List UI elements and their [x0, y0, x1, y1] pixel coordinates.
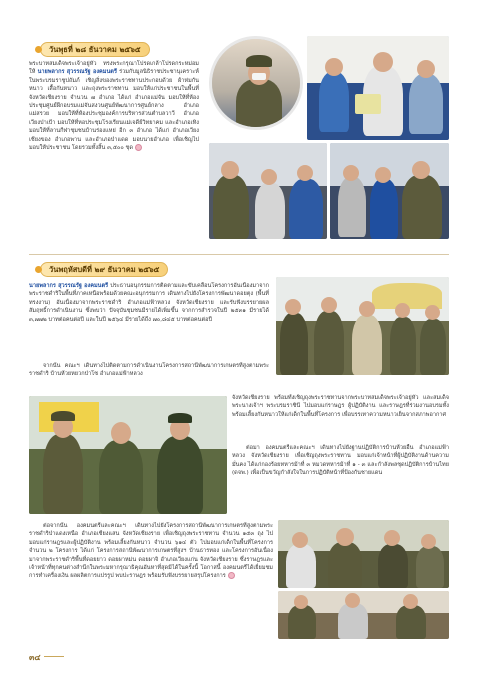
section-1-date: วันพุธที่ ๒๘ ธันวาคม ๒๕๖๕ [40, 42, 150, 57]
flower-ornament-icon [228, 572, 235, 579]
section-2-paragraph-4: ต่อมา องคมนตรีและคณะฯ เดินทางไปยังฐานปฏิบัติการบ้านห้วยอื้น อำเภอแม่ฟ้าหลวง จังหวัดเชียงราย เพื่อเชิญถุงพระราชทาน มอบแก่เจ้าหน้าที่ผู้ปฏิบัติงานด้านความมั่นคง ได้แก่กองร้อยทหารม้าที่ ๓ หมวดทหารม้าที่ ๑ - ๓ และกำลังพลชุดปฏิบัติการบ้านไทย (ดจพ.) เพื่อเป็นขวัญกำลังใจในการปฏิบัติหน้าที่ป้องกันชายแดน [232, 445, 449, 477]
event-photo-5 [29, 396, 227, 514]
section-2-p1-name: นายพลากร สุวรรณรัฐ องคมนตรี [29, 283, 109, 289]
page-number-rule [44, 656, 64, 657]
section-1-body-post: ร่วมกับมูลนิธิราชประชานุเคราะห์ ในพระบรมราชูปถัมภ์ เชิญสิ่งของพระราชทานประกอบด้วย ผ้าห่มกันหนาว เสื้อกันหนาว และถุงพระราชทาน มอบให้แก่ประชาชนในพื้นที่จังหวัดเชียงราย จำนวน ๗ อำเภอ ได้แก่ อำเภอแม่จัน มอบให้ที่ห้องประชุมศูนย์ฝึกอบรมแม่จันสงวนศูนย์พัฒนาการศูนย์กลาง อำเภอแม่สรวย มอบให้ที่ห้องประชุมองค์การบริหารส่วนตำบลวาวี อำเภอเวียงป่าเป้า มอบให้ที่หอประชุมโรงเรียนแม่เจดีย์วิทยาคม และอำเภอเทิง มอบให้ที่ลานกีฬาชุมชนบ้านร่องแหย่ อีก ๓ อำเภอ ได้แก่ อำเภอเวียงเชียงของ อำเภอพาน และอำเภอป่าแดด มอบนายอำเภอ เพื่อเชิญไปมอบให้ประชาชน โดยรวมทั้งสิ้น ๓,๕๐๐ ชุด [29, 69, 199, 152]
event-photo-6 [278, 520, 449, 588]
section-2-paragraph-2: จากนั้น คณะฯ เดินทางไปติดตามการดำเนินงานโครงการสถานีพัฒนาการเกษตรที่สูงตามพระราชดำริ บ้านห้วยหยวกป่าโซ อำเภอแม่ฟ้าหลวง [29, 363, 269, 378]
event-photo-3 [330, 143, 449, 239]
section-1-body [29, 60, 199, 232]
event-photo-7 [278, 591, 449, 639]
section-1-body-pre: พระบาทสมเด็จพระเจ้าอยู่หัว ทรงพระกรุณาโปรดเกล้าโปรดกระหม่อมให้ [29, 61, 199, 76]
section-1-body-name: นายพลากร สุวรรณรัฐ องคมนตรี [37, 69, 117, 76]
section-2-paragraph-1 [29, 282, 269, 360]
event-photo-4 [276, 277, 449, 375]
section-2-paragraph-3: จังหวัดเชียงราย พร้อมทั้งเชิญถุงพระราชทานจากพระบาทสมเด็จพระเจ้าอยู่หัว และสมเด็จพระนางเจ้าฯ พระบรมราชินี ไปมอบแก่ราษฎร ผู้ปฏิบัติงาน และราษฎรที่ร่วมงานอบรมทั้ง พร้อมเลี้ยงกันหนาวให้แก่เด็กในพื้นที่โครงการ เพื่อบรรเทาความหนาวเย็นจากสภาพอากาศ [232, 395, 449, 418]
event-photo-1 [307, 36, 449, 140]
officer-portrait-photo [209, 36, 303, 130]
page-number: ๓๔ [29, 653, 41, 662]
section-2-paragraph-5 [29, 522, 273, 634]
section-2-p5-text: ต่อจากนั้น องคมนตรีและคณะฯ เดินทางไปยังโครงการสถานีพัฒนาการเกษตรที่สูงตามพระราชดำริป่าแดงเหนือ อำเภอเชียงแสน จังหวัดเชียงราย เพื่อเชิญถุงพระราชทาน จำนวน ๑๕๓ ถุง ไปมอบแก่ราษฎรและผู้ปฏิบัติงาน พร้อมเลี้ยงกันหนาว จำนวน ๖๑๔ ตัว ไปมอบแก่เด็กในพื้นที่โครงการ จำนวน ๒ โครงการ ได้แก่ โครงการสถานีพัฒนาการเกษตรที่สูงฯ บ้านธารทอง และโครงการอันเนื่องมาจากพระราชดำริพื้นที่ดอยยาว ดอยผาหม่น ดอยผาจิ อำเภอเวียงแก่น จังหวัดเชียงราย ซึ่งราษฎรและเจ้าหน้าที่ทุกคนต่างสำนึกในพระมหากรุณาธิคุณอันหาที่สุดมิได้ในครั้งนี้ โอกาสนี้ องคมนตรีได้เยี่ยมชมการทำเครื่องเงิน ผลผลิตการแปรรูป พบปะราษฎร พร้อมรับฟังบรรยายสรุปโครงการ [29, 523, 273, 580]
section-2-p1-post: ประธานอนุกรรมการติดตามและขับเคลื่อนโครงการอันเนื่องมาจากพระราชดำริในพื้นที่ภาคเหนือพร้อมด้วยคณะอนุกรรมการ เดินทางไปยังโครงการพัฒนาดอยตุง (พื้นที่ทรงงาน) อันเนื่องมาจากพระราชดำริ อำเภอแม่ฟ้าหลวง จังหวัดเชียงราย และรับฟังบรรยายผลสัมฤทธิ์การดำเนินงาน ซึ่งพบว่า ปัจจุบันชุมชนมีรายได้เพิ่มขึ้น จากการสำรวจในปี ๒๕๓๑ มีรายได้ ๓,๗๗๒ บาทต่อคนต่อปี และในปี ๒๕๖๔ มีรายได้ถึง ๗๐,๘๔๕ บาทต่อคนต่อปี [29, 283, 269, 323]
event-photo-2 [209, 143, 327, 239]
flower-ornament-icon [135, 144, 142, 151]
section-divider [29, 254, 449, 255]
section-2-date: วันพฤหัสบดีที่ ๒๙ ธันวาคม ๒๕๖๕ [40, 262, 168, 277]
